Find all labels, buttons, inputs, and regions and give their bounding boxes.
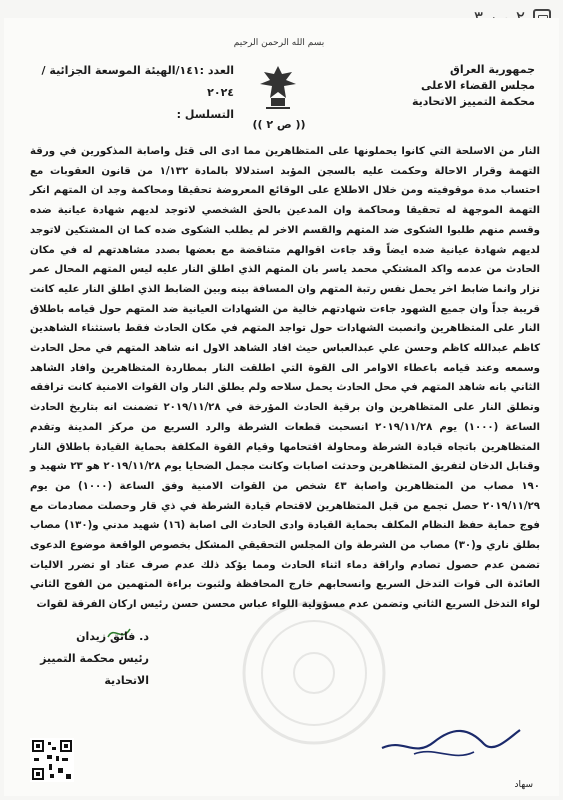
sequence-label: التسلسل : — [176, 108, 234, 121]
letterhead-issuer — [412, 62, 535, 110]
document-page — [4, 18, 559, 796]
handwritten-signature — [374, 708, 524, 768]
basmala: بسم الله الرحمن الرحيم — [233, 38, 325, 48]
qr-code-icon — [30, 738, 74, 782]
court-seal-watermark — [239, 598, 389, 748]
iraq-emblem-icon — [256, 62, 300, 112]
judgment-paragraph: النار من الاسلحة التي كانوا يحملونها على المتظاهرين مما ادى الى قتل واصابة المذكورين في ورقة التهمة وقرار الاحالة وحكمت عليه بالسجن المؤبد استدلالا بالمادة ١/١٣٢ من قانون العقوبات مع احتساب مدة موقوفيته ومن خلال الاطلاع على الوقائع المعروضة تحقيقا ومحاكمة وجد ان المتهم انكر التهمة الموجهة له تحقيقا ومحاكمة وان المدعين بالحق الشخصي لاتوجد لديهم شهادة عيانية ضده وقسم منهم طلبوا الشكوى ضد المتهم والقسم الاخر لم يطلب الشكوى ضده كما ان المشتكين لاتوجد لديهم شهادة عيانية ضده ايضاً وقد جاءت اقوالهم متناقضة مع بعضها بصدد مشاهدتهم له في مكان الحادث من عدمه واكد المشتكي محمد ياسر بان المتهم الذي اطلق النار عليه ليس المتهم المحال عمر نزار وانما ضابط اخر يحمل نفس رتبة المتهم وان المسافة بينه وبين الضابط الذي اطلق النار عليه كانت قريبة جداً وان جميع الشهود جاءت شهادتهم خالية من الشهادات العيانية ضد المتهم حول قيامه باطلاق النار على المتظاهرين وانصبت الشهادات حول تواجد المتهم في مكان الحادث فقط باستثناء الشاهدين كاظم عبدالله كاظم وحسن علي عبدالعباس حيث افاد الشاهد الاول انه شاهد المتهم في محل الحادث وسمعه وعند قيامه باعطاء الاوامر الى القوة التي اطلقت النار بمطاردة المتظاهرين وافاد الشاهد الثاني بانه شاهد المتهم في محل الحادث يحمل سلاحه ولم يطلق النار وان القوات الامنية كانت ترافقه وتطلق النار على المتظاهرين وان برقية الحادث المؤرخة في ٢٠١٩/١١/٢٨ تضمنت انه بتاريخ الحادث الساعة (١٠٠٠) يوم ٢٠١٩/١١/٢٨ انسحبت قطعات الشرطة والرد السريع من مركز المدينة وتقدم المتظاهرين باتجاه قيادة الشرطة ومحاولة اقتحامها وقيام القوة المكلفة بحماية القيادة باطلاق النار وقنابل الدخان لتفريق المتظاهرين وحدثت اصابات وكانت مجمل الضحايا يوم ٢٠١٩/١١/٢٨ هو ٢٣ شهيد و ١٩٠ مصاب من المتظاهرين واصابة ٤٣ شخص من القوات الامنية وفق الساعة (١٠٠٠) من يوم ٢٠١٩/١١/٢٩ حصل تجمع من قبل المتظاهرين لاقتحام قيادة الشرطة في ذي قار وحصلت مصادمات مع فوج حماية حفظ النظام المكلف بحماية القيادة وادى الحادث الى اصابة (١٦) شهيد مدني و(١٣٠) مصاب بطلق ناري و(٣٠) مصاب من الشرطة وان المجلس التحقيقي المشكل بخصوص الواقعة موضوع الدعوى تضمن عدم حصول تصادم واراقة دماء اثناء الحادث ومما يؤكد ذلك عدم صرف عتاد او تضرر الاليات العائدة الى قوات التدخل السريع وانسحابهم خارج المحافظة ولثبوت براءة المتهمين من الفوج الثاني لواء التدخل السريع الثاني وتضمن عدم مسؤولية اللواء عباس محسن حسن رئيس اركان الفرقة لقوات — [30, 146, 541, 611]
page-marker: (( ص ٢ )) — [252, 118, 306, 131]
signature-block — [0, 626, 149, 692]
signatory-name: د. فائق زيدان — [76, 630, 149, 643]
country-name: جمهورية العراق — [450, 63, 535, 76]
case-number: العدد :١٤١/الهيئة الموسعة الجزائية /٢٠٢٤ — [41, 64, 234, 99]
court-name: محكمة التمييز الاتحادية — [411, 95, 535, 108]
case-reference — [24, 60, 234, 126]
signatory-title: رئيس محكمة التمييز الاتحادية — [40, 652, 149, 687]
judgment-body — [30, 142, 540, 615]
typist-initials: سهاد — [514, 780, 533, 790]
council-name: مجلس القضاء الاعلى — [421, 79, 535, 92]
